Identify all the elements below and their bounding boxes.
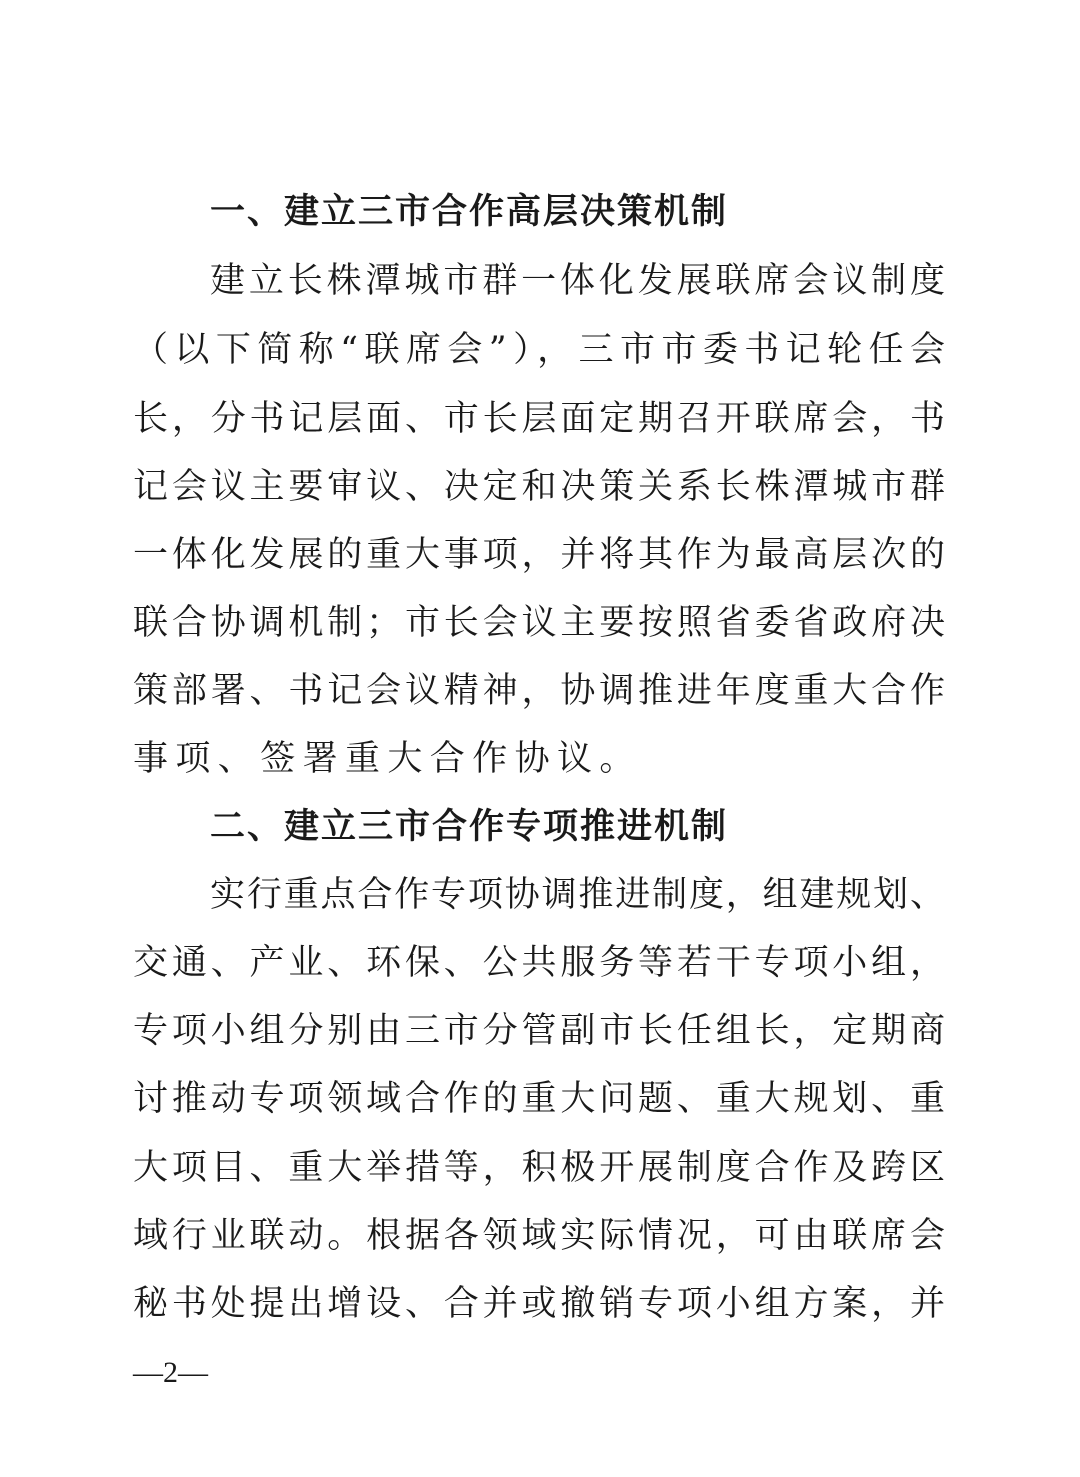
paragraph-line: 建立长株潭城市群一体化发展联席会议制度 [210, 261, 945, 301]
paragraph-line: 秘书处提出增设、合并或撤销专项小组方案，并 [133, 1284, 945, 1324]
paragraph-line: 实行重点合作专项协调推进制度，组建规划、 [210, 875, 945, 915]
paragraph-line: 一体化发展的重大事项，并将其作为最高层次的 [133, 535, 945, 575]
paragraph-line: 交通、产业、环保、公共服务等若干专项小组， [133, 943, 945, 983]
paragraph-line: 记会议主要审议、决定和决策关系长株潭城市群 [133, 467, 945, 507]
paragraph-line: 事项、签署重大合作协议。 [133, 739, 642, 779]
paragraph-line: （以下简称“联席会”），三市市委书记轮任会 [133, 330, 945, 370]
section-heading-2: 二、建立三市合作专项推进机制 [210, 807, 729, 847]
paragraph-line: 专项小组分别由三市分管副市长任组长，定期商 [133, 1011, 945, 1051]
paragraph-line: 域行业联动。根据各领域实际情况，可由联席会 [133, 1216, 945, 1256]
paragraph-line: 长，分书记层面、市长层面定期召开联席会，书 [133, 399, 945, 439]
page-number: —2— [133, 1356, 208, 1389]
paragraph-line: 讨推动专项领域合作的重大问题、重大规划、重 [133, 1079, 945, 1119]
paragraph-line: 策部署、书记会议精神，协调推进年度重大合作 [133, 671, 945, 711]
paragraph-line: 联合协调机制；市长会议主要按照省委省政府决 [133, 603, 945, 643]
paragraph-line: 大项目、重大举措等，积极开展制度合作及跨区 [133, 1148, 945, 1188]
section-heading-1: 一、建立三市合作高层决策机制 [210, 192, 729, 232]
